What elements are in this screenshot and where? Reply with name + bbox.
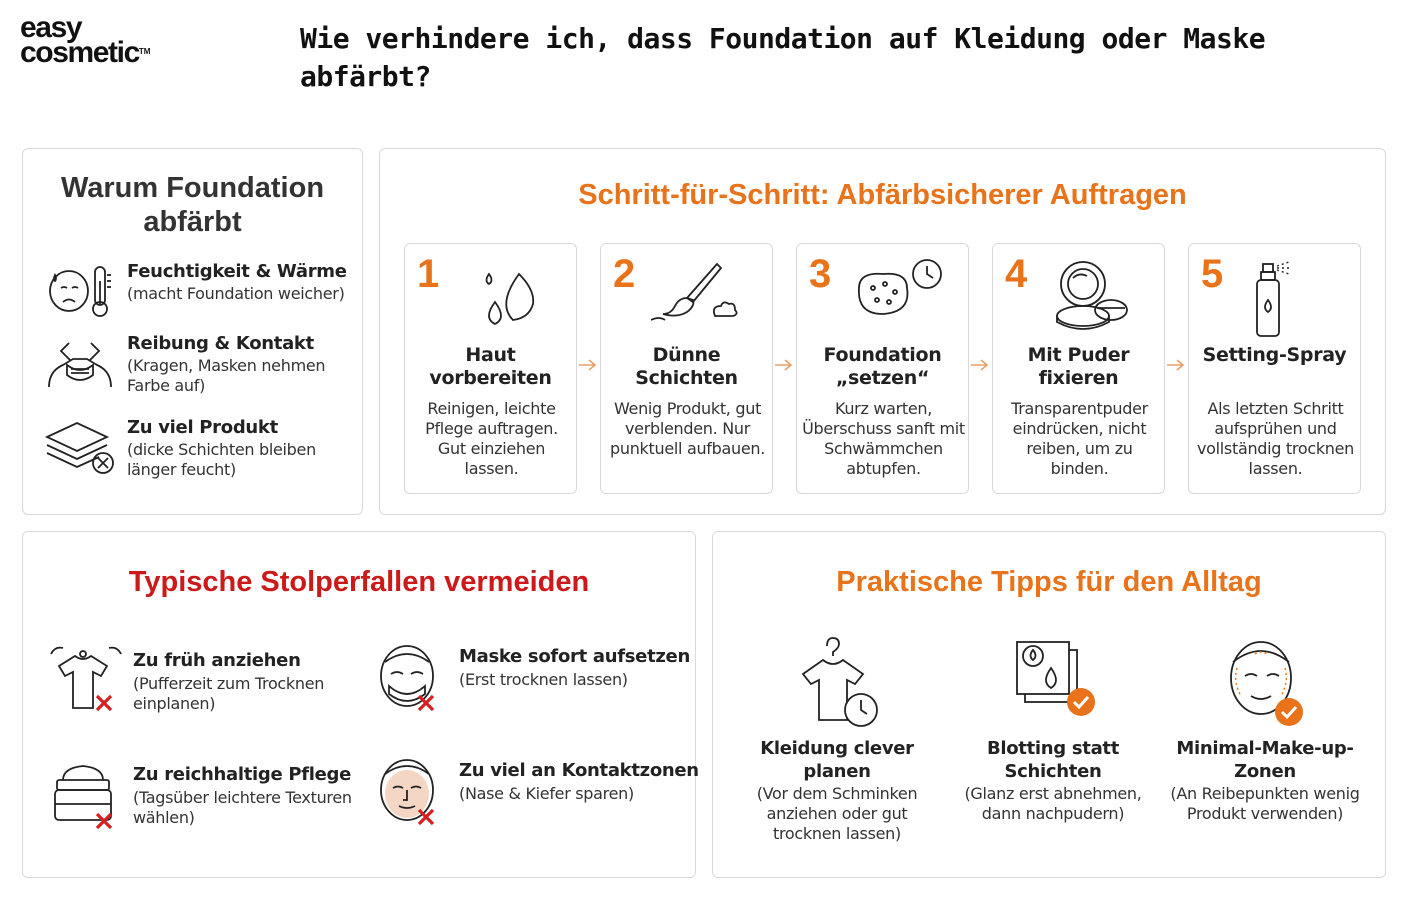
- spray-bottle-icon: [1239, 258, 1339, 338]
- hanger-clock-icon: [787, 632, 887, 732]
- tip-item-blotting: [953, 632, 1153, 852]
- step-title: Setting-Spray: [1202, 344, 1347, 366]
- why-item-too-much: [45, 417, 365, 479]
- step-number: 2: [613, 252, 636, 296]
- pitfalls-panel: [22, 531, 699, 878]
- layers-x-icon: [45, 417, 115, 475]
- why-item-desc: (dicke Schichten bleiben länger feucht): [127, 440, 316, 479]
- step-number: 1: [417, 252, 440, 296]
- tips-panel: [712, 531, 1386, 878]
- pitfall-title: Maske sofort aufsetzen: [459, 646, 690, 667]
- step-card-4: [992, 243, 1165, 494]
- tip-title: Blotting statt Schichten: [986, 738, 1120, 782]
- brush-icon: [651, 258, 751, 338]
- why-item-desc: (macht Foundation weicher): [127, 284, 345, 303]
- step-desc: Reinigen, leichte Pflege auftragen. Gut einziehen lassen.: [425, 399, 558, 478]
- pitfall-title: Zu reichhaltige Pflege: [133, 764, 352, 785]
- pitfall-title: Zu früh anziehen: [133, 650, 301, 671]
- step-card-2: [600, 243, 773, 494]
- step-number: 3: [809, 252, 832, 296]
- tip-title: Minimal-Make-up-Zonen: [1176, 738, 1354, 782]
- pitfall-item-early-dressing: [47, 644, 367, 724]
- why-item-desc: (Kragen, Masken nehmen Farbe auf): [127, 356, 326, 395]
- tip-desc: (An Reibepunkten wenig Produkt verwenden): [1170, 784, 1360, 823]
- tip-title: Kleidung clever planen: [760, 738, 914, 782]
- collar-mask-icon: [45, 333, 115, 391]
- pitfall-item-mask: [373, 640, 693, 720]
- pitfall-item-contact-zones: [373, 754, 699, 834]
- face-contact-x-icon: [373, 754, 453, 834]
- arrow-right-icon: [577, 357, 599, 373]
- tip-desc: (Glanz erst abnehmen, dann nachpudern): [964, 784, 1142, 823]
- why-item-title: Reibung & Kontakt: [127, 333, 314, 354]
- brand-name: cosmetic: [20, 35, 139, 69]
- steps-title: Schritt-für-Schritt: Abfärbsicherer Auftragen: [578, 179, 1187, 211]
- why-panel: [22, 148, 363, 515]
- sponge-clock-icon: [847, 258, 947, 338]
- step-title: Foundation „setzen“: [823, 344, 942, 389]
- pitfalls-title: Typische Stolperfallen vermeiden: [128, 566, 590, 598]
- step-title: Mit Puder fixieren: [1027, 344, 1130, 389]
- shirt-x-icon: [47, 644, 127, 724]
- brand-line-1: easy: [20, 11, 82, 44]
- pitfall-desc: (Nase & Kiefer sparen): [459, 784, 634, 803]
- steps-panel: [379, 148, 1386, 515]
- arrow-right-icon: [1165, 357, 1187, 373]
- pitfall-desc: (Tagsüber leichtere Texturen wählen): [133, 788, 352, 827]
- step-title: Dünne Schichten: [635, 344, 738, 389]
- arrow-right-icon: [773, 357, 795, 373]
- trademark: TM: [138, 46, 151, 56]
- tip-item-minimal-zones: [1165, 632, 1365, 852]
- cream-jar-x-icon: [47, 758, 127, 838]
- step-desc: Als letzten Schritt aufsprühen und vollständig trocknen lassen.: [1196, 399, 1355, 478]
- powder-compact-icon: [1043, 258, 1143, 338]
- step-card-3: [796, 243, 969, 494]
- page-title: Wie verhindere ich, dass Foundation auf Kleidung oder Maske abfärbt?: [300, 22, 1266, 93]
- why-title: Warum Foundation abfärbt: [60, 172, 325, 238]
- step-desc: Kurz warten, Überschuss sanft mit Schwämmchen abtupfen.: [802, 399, 965, 478]
- tip-item-clothing: [737, 632, 937, 852]
- why-item-moisture: [45, 261, 365, 323]
- blotting-paper-icon: [1003, 632, 1103, 732]
- tip-desc: (Vor dem Schminken anziehen oder gut trocknen lassen): [756, 784, 918, 843]
- face-zones-icon: [1215, 632, 1315, 732]
- step-desc: Wenig Produkt, gut verblenden. Nur punktuell aufbauen.: [610, 399, 765, 458]
- step-number: 4: [1005, 252, 1028, 296]
- why-item-title: Zu viel Produkt: [127, 417, 278, 438]
- face-thermometer-icon: [45, 261, 115, 319]
- brand-logo: [20, 11, 190, 69]
- why-item-title: Feuchtigkeit & Wärme: [127, 261, 347, 282]
- pitfall-desc: (Pufferzeit zum Trocknen einplanen): [133, 674, 325, 713]
- droplets-icon: [455, 258, 555, 338]
- pitfall-title: Zu viel an Kontaktzonen: [459, 760, 699, 781]
- pitfall-desc: (Erst trocknen lassen): [459, 670, 628, 689]
- tips-title: Praktische Tipps für den Alltag: [836, 566, 1262, 598]
- step-card-5: [1188, 243, 1361, 494]
- face-mask-x-icon: [373, 640, 453, 720]
- why-item-friction: [45, 333, 365, 395]
- pitfall-item-rich-care: [47, 758, 367, 838]
- brand-line-2: [20, 35, 190, 69]
- step-card-1: [404, 243, 577, 494]
- step-title: Haut vorbereiten: [429, 344, 552, 389]
- arrow-right-icon: [969, 357, 991, 373]
- step-desc: Transparentpuder eindrücken, nicht reiben, um zu binden.: [1011, 399, 1148, 478]
- step-number: 5: [1201, 252, 1224, 296]
